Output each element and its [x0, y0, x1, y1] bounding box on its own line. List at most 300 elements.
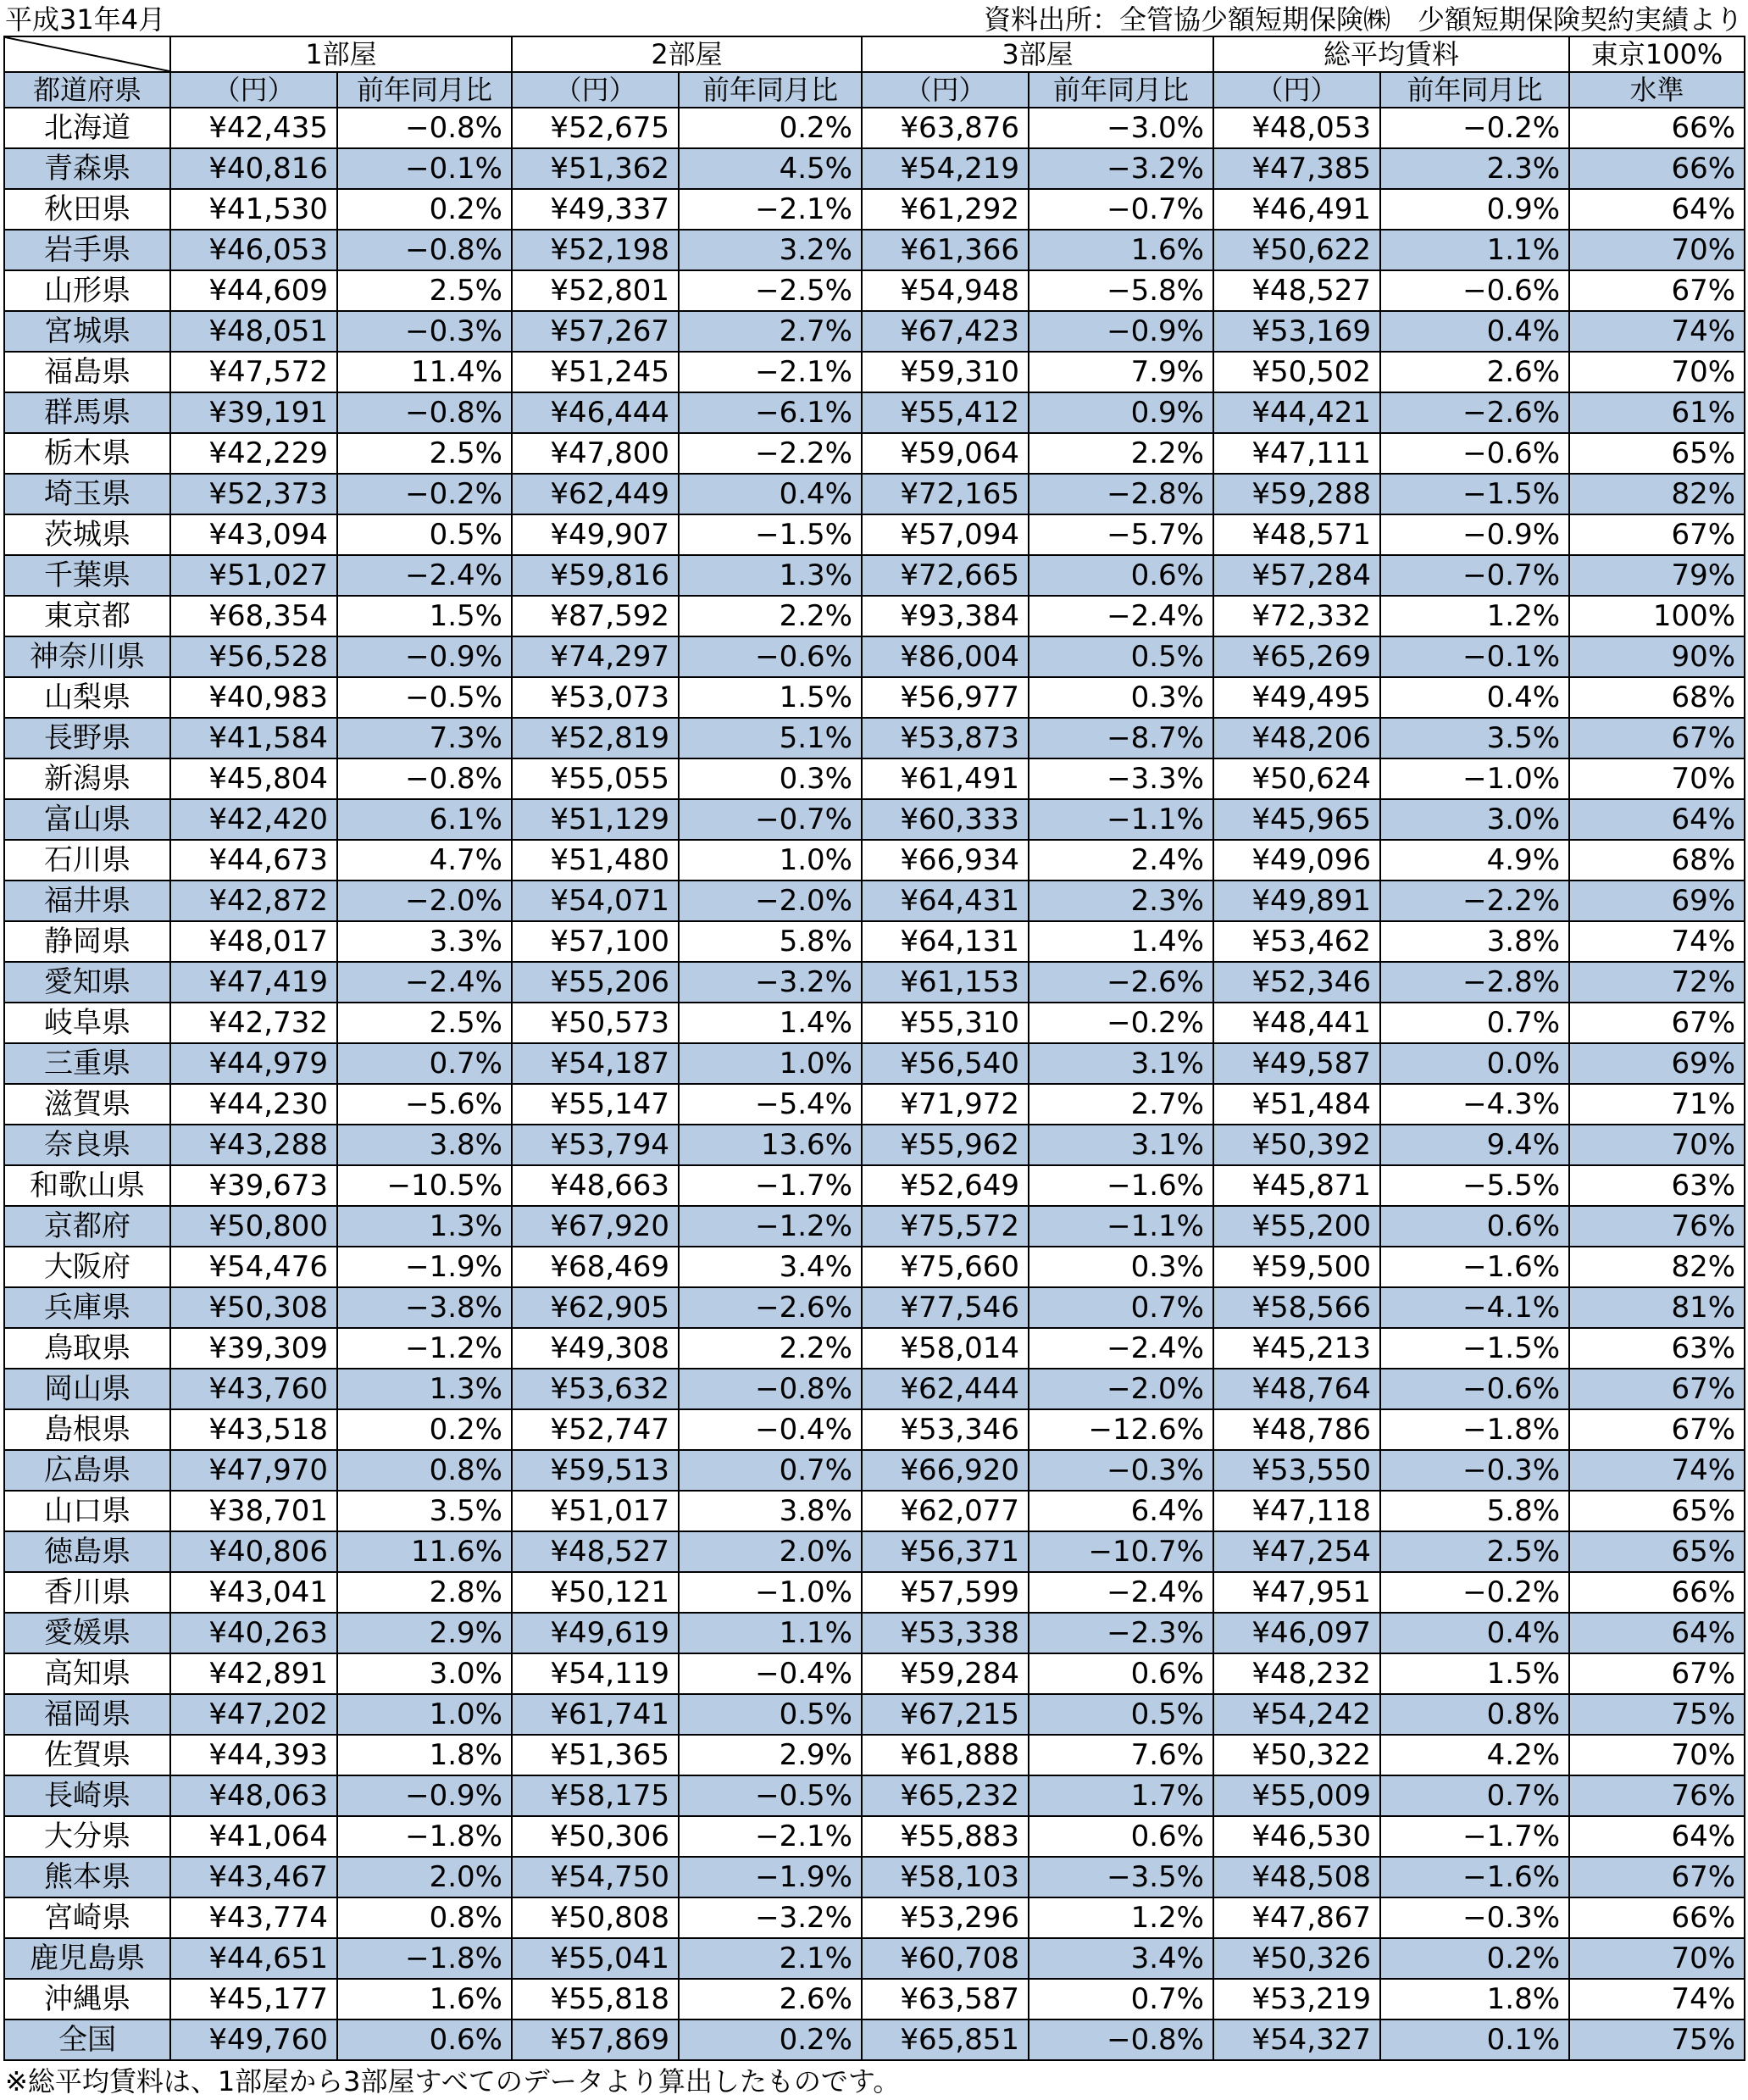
overall-yoy-cell: −0.6%: [1380, 270, 1569, 311]
room1-yoy-cell: 2.9%: [337, 1613, 512, 1653]
table-row: [4, 1938, 1745, 1979]
national-total-row: [4, 2019, 1745, 2060]
room3-rent-cell: ¥64,431: [862, 881, 1029, 921]
room3-yoy-cell: −0.7%: [1029, 189, 1213, 230]
room1-yoy-cell: −0.9%: [337, 636, 512, 677]
room2-rent-cell: ¥49,337: [512, 189, 679, 230]
data-source: 資料出所：全管協少額短期保険㈱ 少額短期保険契約実績より: [983, 3, 1743, 36]
room2-rent-cell: ¥51,365: [512, 1735, 679, 1775]
prefecture-cell: 大分県: [4, 1816, 170, 1857]
overall-yoy-cell: 2.3%: [1380, 148, 1569, 189]
prefecture-cell: 鳥取県: [4, 1328, 170, 1369]
room3-yoy-cell: −2.8%: [1029, 474, 1213, 514]
room2-yoy-cell: 5.1%: [679, 718, 862, 758]
overall-rent-cell: ¥48,508: [1213, 1857, 1380, 1897]
prefecture-cell: 茨城県: [4, 514, 170, 555]
room1-yoy-cell: 11.4%: [337, 352, 512, 392]
overall-rent-cell: ¥50,502: [1213, 352, 1380, 392]
table-row: [4, 189, 1745, 230]
room1-yoy-cell: 3.3%: [337, 921, 512, 962]
room1-rent-cell: ¥42,229: [170, 433, 337, 474]
overall-rent-cell: ¥47,254: [1213, 1531, 1380, 1572]
room2-rent-cell: ¥53,794: [512, 1125, 679, 1165]
table-row: [4, 148, 1745, 189]
tokyo-level-cell: 76%: [1569, 1206, 1745, 1247]
room1-rent-cell: ¥44,651: [170, 1938, 337, 1979]
overall-yoy-cell: −2.8%: [1380, 962, 1569, 1003]
table-row: [4, 1409, 1745, 1450]
overall-yoy-cell: −0.9%: [1380, 514, 1569, 555]
tokyo-level-cell: 64%: [1569, 1613, 1745, 1653]
room2-yoy-cell: 2.2%: [679, 1328, 862, 1369]
room3-rent-cell: ¥57,094: [862, 514, 1029, 555]
overall-rent-cell: ¥46,097: [1213, 1613, 1380, 1653]
table-row: [4, 1979, 1745, 2019]
room3-yoy-cell: 2.4%: [1029, 840, 1213, 881]
room2-rent-cell: ¥74,297: [512, 636, 679, 677]
prefecture-cell: 兵庫県: [4, 1287, 170, 1328]
room3-rent-cell: ¥55,962: [862, 1125, 1029, 1165]
header-room3-yen: （円）: [862, 72, 1029, 108]
overall-yoy-cell: −2.2%: [1380, 881, 1569, 921]
table-row: [4, 1369, 1745, 1409]
room3-yoy-cell: 1.4%: [1029, 921, 1213, 962]
header-room1: 1部屋: [170, 36, 512, 72]
overall-rent-cell: ¥48,571: [1213, 514, 1380, 555]
room2-rent-cell: ¥57,869: [512, 2019, 679, 2060]
room1-rent-cell: ¥38,701: [170, 1491, 337, 1531]
room2-rent-cell: ¥55,818: [512, 1979, 679, 2019]
room2-yoy-cell: 1.0%: [679, 1043, 862, 1084]
room1-yoy-cell: 1.8%: [337, 1735, 512, 1775]
room2-rent-cell: ¥58,175: [512, 1775, 679, 1816]
room3-rent-cell: ¥64,131: [862, 921, 1029, 962]
room2-rent-cell: ¥52,747: [512, 1409, 679, 1450]
room2-rent-cell: ¥54,187: [512, 1043, 679, 1084]
room3-yoy-cell: −2.4%: [1029, 596, 1213, 636]
header-room3-yoy: 前年同月比: [1029, 72, 1213, 108]
room1-yoy-cell: 1.6%: [337, 1979, 512, 2019]
room2-rent-cell: ¥51,480: [512, 840, 679, 881]
room1-rent-cell: ¥49,760: [170, 2019, 337, 2060]
room1-yoy-cell: 7.3%: [337, 718, 512, 758]
room3-yoy-cell: 1.6%: [1029, 230, 1213, 270]
room3-rent-cell: ¥53,346: [862, 1409, 1029, 1450]
room2-rent-cell: ¥68,469: [512, 1247, 679, 1287]
prefecture-cell: 埼玉県: [4, 474, 170, 514]
room1-yoy-cell: 1.0%: [337, 1694, 512, 1735]
overall-yoy-cell: 1.2%: [1380, 596, 1569, 636]
room2-rent-cell: ¥50,121: [512, 1572, 679, 1613]
room3-rent-cell: ¥59,284: [862, 1653, 1029, 1694]
overall-rent-cell: ¥46,530: [1213, 1816, 1380, 1857]
overall-yoy-cell: −2.6%: [1380, 392, 1569, 433]
room1-yoy-cell: 0.8%: [337, 1450, 512, 1491]
overall-yoy-cell: 4.2%: [1380, 1735, 1569, 1775]
overall-rent-cell: ¥54,327: [1213, 2019, 1380, 2060]
header-tokyo-ratio: 東京100%: [1569, 36, 1745, 72]
room3-rent-cell: ¥86,004: [862, 636, 1029, 677]
overall-rent-cell: ¥46,491: [1213, 189, 1380, 230]
prefecture-cell: 富山県: [4, 799, 170, 840]
room2-yoy-cell: −2.5%: [679, 270, 862, 311]
room3-yoy-cell: −8.7%: [1029, 718, 1213, 758]
room3-rent-cell: ¥61,888: [862, 1735, 1029, 1775]
room3-yoy-cell: −1.1%: [1029, 799, 1213, 840]
prefecture-cell: 福岡県: [4, 1694, 170, 1735]
room1-rent-cell: ¥44,230: [170, 1084, 337, 1125]
room1-rent-cell: ¥47,572: [170, 352, 337, 392]
room2-rent-cell: ¥54,750: [512, 1857, 679, 1897]
room3-yoy-cell: −1.1%: [1029, 1206, 1213, 1247]
room3-rent-cell: ¥77,546: [862, 1287, 1029, 1328]
table-row: [4, 921, 1745, 962]
prefecture-cell: 佐賀県: [4, 1735, 170, 1775]
room3-yoy-cell: −2.6%: [1029, 962, 1213, 1003]
tokyo-level-cell: 72%: [1569, 962, 1745, 1003]
overall-yoy-cell: 0.6%: [1380, 1206, 1569, 1247]
table-row: [4, 1613, 1745, 1653]
room1-rent-cell: ¥50,800: [170, 1206, 337, 1247]
room1-yoy-cell: 0.2%: [337, 189, 512, 230]
header-overall: 総平均賃料: [1213, 36, 1569, 72]
room2-yoy-cell: −5.4%: [679, 1084, 862, 1125]
table-row: [4, 840, 1745, 881]
tokyo-level-cell: 66%: [1569, 148, 1745, 189]
rent-table: [3, 36, 1745, 2061]
room3-rent-cell: ¥53,296: [862, 1897, 1029, 1938]
room1-yoy-cell: 2.5%: [337, 270, 512, 311]
tokyo-level-cell: 63%: [1569, 1165, 1745, 1206]
overall-rent-cell: ¥50,392: [1213, 1125, 1380, 1165]
room3-yoy-cell: −3.0%: [1029, 108, 1213, 148]
room3-rent-cell: ¥72,665: [862, 555, 1029, 596]
prefecture-cell: 熊本県: [4, 1857, 170, 1897]
header-room2-yoy: 前年同月比: [679, 72, 862, 108]
room3-yoy-cell: 2.7%: [1029, 1084, 1213, 1125]
tokyo-level-cell: 66%: [1569, 108, 1745, 148]
room2-yoy-cell: 1.1%: [679, 1613, 862, 1653]
overall-yoy-cell: 0.4%: [1380, 1613, 1569, 1653]
room2-yoy-cell: 2.6%: [679, 1979, 862, 2019]
room2-rent-cell: ¥53,073: [512, 677, 679, 718]
prefecture-cell: 大阪府: [4, 1247, 170, 1287]
room3-rent-cell: ¥75,660: [862, 1247, 1029, 1287]
room1-yoy-cell: −0.8%: [337, 108, 512, 148]
room1-rent-cell: ¥48,051: [170, 311, 337, 352]
room3-yoy-cell: 7.9%: [1029, 352, 1213, 392]
overall-rent-cell: ¥55,009: [1213, 1775, 1380, 1816]
overall-yoy-cell: −4.3%: [1380, 1084, 1569, 1125]
table-row: [4, 311, 1745, 352]
room3-rent-cell: ¥56,540: [862, 1043, 1029, 1084]
room2-yoy-cell: 0.3%: [679, 758, 862, 799]
room2-rent-cell: ¥48,663: [512, 1165, 679, 1206]
room2-yoy-cell: 2.2%: [679, 596, 862, 636]
room2-rent-cell: ¥49,619: [512, 1613, 679, 1653]
room2-rent-cell: ¥55,055: [512, 758, 679, 799]
table-row: [4, 1206, 1745, 1247]
room2-yoy-cell: −3.2%: [679, 1897, 862, 1938]
overall-yoy-cell: 1.1%: [1380, 230, 1569, 270]
room3-yoy-cell: −3.2%: [1029, 148, 1213, 189]
room2-rent-cell: ¥62,449: [512, 474, 679, 514]
overall-yoy-cell: 5.8%: [1380, 1491, 1569, 1531]
room1-rent-cell: ¥45,177: [170, 1979, 337, 2019]
overall-rent-cell: ¥48,764: [1213, 1369, 1380, 1409]
prefecture-cell: 三重県: [4, 1043, 170, 1084]
overall-rent-cell: ¥53,169: [1213, 311, 1380, 352]
overall-rent-cell: ¥58,566: [1213, 1287, 1380, 1328]
room2-yoy-cell: −1.5%: [679, 514, 862, 555]
room1-yoy-cell: −0.5%: [337, 677, 512, 718]
table-row: [4, 433, 1745, 474]
room2-rent-cell: ¥55,041: [512, 1938, 679, 1979]
room3-yoy-cell: 7.6%: [1029, 1735, 1213, 1775]
room2-yoy-cell: 3.4%: [679, 1247, 862, 1287]
prefecture-cell: 北海道: [4, 108, 170, 148]
tokyo-level-cell: 70%: [1569, 230, 1745, 270]
tokyo-level-cell: 70%: [1569, 1938, 1745, 1979]
room2-yoy-cell: 0.2%: [679, 2019, 862, 2060]
room2-yoy-cell: −0.5%: [679, 1775, 862, 1816]
room2-rent-cell: ¥52,198: [512, 230, 679, 270]
room3-rent-cell: ¥58,103: [862, 1857, 1029, 1897]
room2-rent-cell: ¥55,147: [512, 1084, 679, 1125]
room1-rent-cell: ¥43,288: [170, 1125, 337, 1165]
table-row: [4, 1491, 1745, 1531]
overall-rent-cell: ¥49,495: [1213, 677, 1380, 718]
overall-rent-cell: ¥51,484: [1213, 1084, 1380, 1125]
overall-rent-cell: ¥47,385: [1213, 148, 1380, 189]
prefecture-cell: 千葉県: [4, 555, 170, 596]
room3-yoy-cell: 3.1%: [1029, 1043, 1213, 1084]
prefecture-cell: 岩手県: [4, 230, 170, 270]
room2-yoy-cell: −2.2%: [679, 433, 862, 474]
table-row: [4, 718, 1745, 758]
room1-yoy-cell: −0.3%: [337, 311, 512, 352]
overall-rent-cell: ¥57,284: [1213, 555, 1380, 596]
room1-yoy-cell: 3.8%: [337, 1125, 512, 1165]
room2-yoy-cell: −2.1%: [679, 189, 862, 230]
table-row: [4, 352, 1745, 392]
room3-yoy-cell: 1.2%: [1029, 1897, 1213, 1938]
prefecture-cell: 島根県: [4, 1409, 170, 1450]
room2-yoy-cell: −0.4%: [679, 1409, 862, 1450]
prefecture-cell: 和歌山県: [4, 1165, 170, 1206]
tokyo-level-cell: 64%: [1569, 799, 1745, 840]
table-row: [4, 1572, 1745, 1613]
room1-yoy-cell: 0.6%: [337, 2019, 512, 2060]
room2-rent-cell: ¥53,632: [512, 1369, 679, 1409]
room3-yoy-cell: 3.4%: [1029, 1938, 1213, 1979]
room3-yoy-cell: −0.2%: [1029, 1003, 1213, 1043]
overall-rent-cell: ¥50,622: [1213, 230, 1380, 270]
overall-rent-cell: ¥47,867: [1213, 1897, 1380, 1938]
room2-rent-cell: ¥67,920: [512, 1206, 679, 1247]
tokyo-level-cell: 68%: [1569, 840, 1745, 881]
tokyo-level-cell: 69%: [1569, 881, 1745, 921]
room2-yoy-cell: 2.7%: [679, 311, 862, 352]
room3-yoy-cell: −2.3%: [1029, 1613, 1213, 1653]
room1-yoy-cell: −1.8%: [337, 1938, 512, 1979]
room1-yoy-cell: −2.4%: [337, 555, 512, 596]
room3-yoy-cell: 2.2%: [1029, 433, 1213, 474]
room1-yoy-cell: 2.0%: [337, 1857, 512, 1897]
room3-yoy-cell: −3.3%: [1029, 758, 1213, 799]
room1-rent-cell: ¥43,518: [170, 1409, 337, 1450]
prefecture-cell: 奈良県: [4, 1125, 170, 1165]
room3-rent-cell: ¥63,587: [862, 1979, 1029, 2019]
room1-rent-cell: ¥68,354: [170, 596, 337, 636]
overall-rent-cell: ¥52,346: [1213, 962, 1380, 1003]
room3-rent-cell: ¥61,366: [862, 230, 1029, 270]
room1-rent-cell: ¥47,202: [170, 1694, 337, 1735]
prefecture-cell: 神奈川県: [4, 636, 170, 677]
room2-rent-cell: ¥52,675: [512, 108, 679, 148]
table-row: [4, 1775, 1745, 1816]
room2-yoy-cell: 5.8%: [679, 921, 862, 962]
tokyo-level-cell: 70%: [1569, 352, 1745, 392]
overall-rent-cell: ¥47,118: [1213, 1491, 1380, 1531]
room3-rent-cell: ¥59,310: [862, 352, 1029, 392]
room1-yoy-cell: 2.8%: [337, 1572, 512, 1613]
room1-yoy-cell: 2.5%: [337, 433, 512, 474]
room2-yoy-cell: 1.3%: [679, 555, 862, 596]
room1-yoy-cell: −0.1%: [337, 148, 512, 189]
overall-rent-cell: ¥44,421: [1213, 392, 1380, 433]
overall-yoy-cell: −1.8%: [1380, 1409, 1569, 1450]
room1-rent-cell: ¥40,816: [170, 148, 337, 189]
overall-rent-cell: ¥59,288: [1213, 474, 1380, 514]
room2-rent-cell: ¥54,119: [512, 1653, 679, 1694]
room3-yoy-cell: −5.7%: [1029, 514, 1213, 555]
room2-yoy-cell: −1.7%: [679, 1165, 862, 1206]
room1-rent-cell: ¥43,094: [170, 514, 337, 555]
room1-yoy-cell: −1.8%: [337, 1816, 512, 1857]
room3-rent-cell: ¥62,444: [862, 1369, 1029, 1409]
tokyo-level-cell: 70%: [1569, 758, 1745, 799]
prefecture-cell: 東京都: [4, 596, 170, 636]
overall-yoy-cell: 4.9%: [1380, 840, 1569, 881]
room3-yoy-cell: 2.3%: [1029, 881, 1213, 921]
prefecture-cell: 福島県: [4, 352, 170, 392]
tokyo-level-cell: 74%: [1569, 1979, 1745, 2019]
header-room3: 3部屋: [862, 36, 1213, 72]
room2-rent-cell: ¥51,129: [512, 799, 679, 840]
room2-yoy-cell: −1.9%: [679, 1857, 862, 1897]
room3-rent-cell: ¥56,371: [862, 1531, 1029, 1572]
prefecture-cell: 青森県: [4, 148, 170, 189]
room1-rent-cell: ¥47,419: [170, 962, 337, 1003]
table-row: [4, 1735, 1745, 1775]
table-row: [4, 1653, 1745, 1694]
room3-yoy-cell: 0.5%: [1029, 1694, 1213, 1735]
room2-yoy-cell: −3.2%: [679, 962, 862, 1003]
tokyo-level-cell: 82%: [1569, 474, 1745, 514]
room1-rent-cell: ¥45,804: [170, 758, 337, 799]
tokyo-level-cell: 74%: [1569, 921, 1745, 962]
table-row: [4, 1450, 1745, 1491]
overall-yoy-cell: −0.2%: [1380, 108, 1569, 148]
room1-yoy-cell: 3.5%: [337, 1491, 512, 1531]
overall-yoy-cell: −0.6%: [1380, 1369, 1569, 1409]
overall-rent-cell: ¥50,322: [1213, 1735, 1380, 1775]
overall-rent-cell: ¥48,053: [1213, 108, 1380, 148]
overall-yoy-cell: −1.6%: [1380, 1247, 1569, 1287]
overall-rent-cell: ¥53,550: [1213, 1450, 1380, 1491]
overall-yoy-cell: 3.8%: [1380, 921, 1569, 962]
overall-yoy-cell: −1.0%: [1380, 758, 1569, 799]
room2-yoy-cell: −0.4%: [679, 1653, 862, 1694]
room1-yoy-cell: 1.5%: [337, 596, 512, 636]
tokyo-level-cell: 64%: [1569, 1816, 1745, 1857]
room1-yoy-cell: 0.7%: [337, 1043, 512, 1084]
room2-rent-cell: ¥51,017: [512, 1491, 679, 1531]
room1-rent-cell: ¥47,970: [170, 1450, 337, 1491]
table-row: [4, 1694, 1745, 1735]
room1-yoy-cell: −0.9%: [337, 1775, 512, 1816]
room1-rent-cell: ¥42,732: [170, 1003, 337, 1043]
room1-yoy-cell: −0.2%: [337, 474, 512, 514]
room3-yoy-cell: −2.4%: [1029, 1572, 1213, 1613]
table-row: [4, 596, 1745, 636]
room3-rent-cell: ¥61,153: [862, 962, 1029, 1003]
overall-rent-cell: ¥45,965: [1213, 799, 1380, 840]
room3-yoy-cell: −0.3%: [1029, 1450, 1213, 1491]
table-row: [4, 1003, 1745, 1043]
room3-yoy-cell: 6.4%: [1029, 1491, 1213, 1531]
room3-yoy-cell: −2.0%: [1029, 1369, 1213, 1409]
prefecture-cell: 高知県: [4, 1653, 170, 1694]
overall-yoy-cell: −0.6%: [1380, 433, 1569, 474]
table-row: [4, 1043, 1745, 1084]
room1-rent-cell: ¥43,760: [170, 1369, 337, 1409]
room3-yoy-cell: 3.1%: [1029, 1125, 1213, 1165]
overall-yoy-cell: 0.9%: [1380, 189, 1569, 230]
table-row: [4, 1165, 1745, 1206]
room3-rent-cell: ¥57,599: [862, 1572, 1029, 1613]
room2-yoy-cell: 2.1%: [679, 1938, 862, 1979]
room3-yoy-cell: −1.6%: [1029, 1165, 1213, 1206]
prefecture-cell: 山形県: [4, 270, 170, 311]
overall-yoy-cell: 0.2%: [1380, 1938, 1569, 1979]
overall-rent-cell: ¥65,269: [1213, 636, 1380, 677]
room1-rent-cell: ¥40,983: [170, 677, 337, 718]
prefecture-cell: 全国: [4, 2019, 170, 2060]
overall-yoy-cell: 9.4%: [1380, 1125, 1569, 1165]
room3-rent-cell: ¥55,412: [862, 392, 1029, 433]
room1-rent-cell: ¥51,027: [170, 555, 337, 596]
room2-yoy-cell: 0.4%: [679, 474, 862, 514]
table-row: [4, 1287, 1745, 1328]
room1-yoy-cell: −1.2%: [337, 1328, 512, 1369]
table-row: [4, 1897, 1745, 1938]
table-row: [4, 1531, 1745, 1572]
room1-yoy-cell: −2.4%: [337, 962, 512, 1003]
overall-yoy-cell: 2.6%: [1380, 352, 1569, 392]
room1-rent-cell: ¥42,420: [170, 799, 337, 840]
prefecture-cell: 山梨県: [4, 677, 170, 718]
overall-yoy-cell: 0.0%: [1380, 1043, 1569, 1084]
prefecture-cell: 広島県: [4, 1450, 170, 1491]
tokyo-level-cell: 70%: [1569, 1735, 1745, 1775]
tokyo-level-cell: 66%: [1569, 1572, 1745, 1613]
room2-yoy-cell: −2.0%: [679, 881, 862, 921]
room1-rent-cell: ¥39,673: [170, 1165, 337, 1206]
room1-rent-cell: ¥42,435: [170, 108, 337, 148]
prefecture-cell: 栃木県: [4, 433, 170, 474]
